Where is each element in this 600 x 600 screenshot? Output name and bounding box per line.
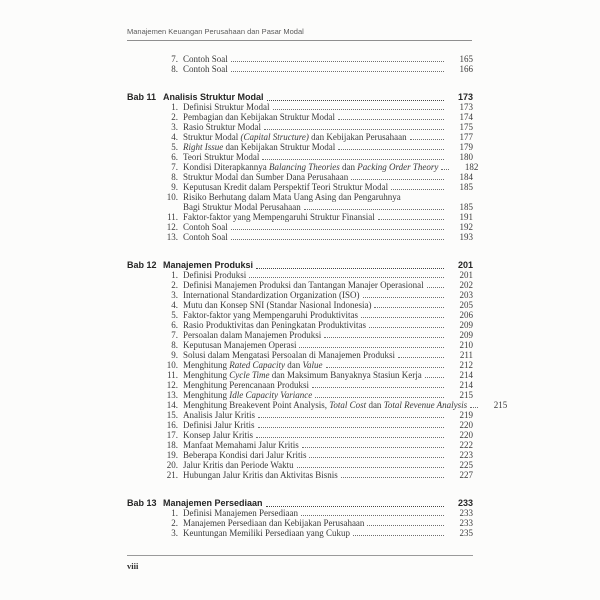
running-header [127,27,472,41]
toc-entry-title: Struktur Modal (Capital Structure) dan Kebijakan Perusahaan [183,132,407,142]
dot-leader [425,377,444,378]
toc-entry-number: 1. [171,102,178,112]
toc-entry-page: 222 [459,440,473,450]
dot-leader [312,387,444,388]
dot-leader [351,179,444,180]
dot-leader [470,407,478,408]
toc-entry-number: 1. [171,508,178,518]
toc-entry-page: 202 [459,280,473,290]
dot-leader [266,506,444,507]
toc-entry-page: 220 [459,430,473,440]
toc-entry-title: Teori Struktur Modal [183,152,260,162]
folio-page-number: viii [127,561,139,571]
dot-leader [410,139,444,140]
toc-entry [163,400,508,410]
dot-leader [427,287,444,288]
toc-entry [163,212,473,222]
toc-entry-number: 1. [171,270,178,280]
toc-entry-title: Hubungan Jalur Kritis dan Aktivitas Bisnis [183,470,338,480]
toc-entry [163,54,473,64]
dot-leader [301,515,444,516]
toc-entry-number: 11. [167,370,178,380]
dot-leader [231,71,444,72]
toc-entry-title: Rasio Produktivitas dan Peningkatan Produktivitas [183,320,366,330]
toc-entry [163,102,473,112]
toc-entry-page: 166 [459,64,473,74]
toc-entry-page: 193 [459,232,473,242]
toc-entry-title: Faktor-faktor yang Mempengaruhi Struktur Finansial [183,212,375,222]
toc-entry [163,340,473,350]
toc-entry-page: 180 [459,152,473,162]
dot-leader [258,417,444,418]
toc-entry-number: 12. [166,222,178,232]
toc-entry-title: Faktor-faktor yang Mempengaruhi Produktivitas [183,310,359,320]
dot-leader [297,467,444,468]
toc-entry [163,152,473,162]
chapter-entry [127,92,473,102]
toc-entry-number: 10. [166,360,178,370]
chapter-title: Manajemen Persediaan [163,498,263,508]
toc-entry-title: Contoh Soal [183,54,228,64]
toc-entry-number: 3. [171,528,178,538]
dot-leader [309,457,444,458]
toc-entry-title: Menghitung Cycle Time dan Maksimum Banyaknya Stasiun Kerja [183,370,422,380]
toc-entry [163,310,473,320]
toc-entry-title: Keuntungan Memiliki Persediaan yang Cukup [183,528,350,538]
toc-entry-number: 3. [171,290,178,300]
toc-entry [163,390,473,400]
toc-section [127,92,479,242]
dot-leader [231,229,444,230]
toc-entry-page: 209 [459,330,473,340]
toc-entry-page: 205 [459,300,473,310]
dot-leader [398,357,444,358]
dot-leader [273,109,445,110]
toc-entry-page: 165 [459,54,473,64]
chapter-page-number: 173 [457,92,473,102]
toc-entry-number: 13. [166,390,178,400]
dot-leader [302,447,444,448]
chapter-title: Manajemen Produksi [163,260,254,270]
toc-entry [163,280,473,290]
toc-entry [163,410,473,420]
toc-entry [163,132,473,142]
chapter-entry [127,498,473,508]
toc-entry-title: Definisi Jalur Kritis [183,420,255,430]
toc-entry-number: 9. [171,350,178,360]
toc-entry [163,320,473,330]
toc-entry [163,380,473,390]
toc-entry-number: 6. [171,320,178,330]
toc-entry-title: Persoalan dalam Manajemen Produksi [183,330,322,340]
toc-entry-title: Contoh Soal [183,232,228,242]
toc-entry [163,162,479,172]
dot-leader [361,317,444,318]
toc-entry-title: Bagi Struktur Modal Perusahaan [183,202,301,212]
toc-entry-title: Keputusan Kredit dalam Perspektif Teori Struktur Modal [183,182,389,192]
toc-entry-page: 233 [459,518,473,528]
dot-leader [338,119,444,120]
toc-entry [163,232,473,242]
toc-entry [163,142,473,152]
toc-entry-title: Menghitung Perencanaan Produksi [183,380,309,390]
toc-entry-number: 10. [166,192,178,202]
toc-entry-number: 4. [171,300,178,310]
toc-entry-number: 5. [171,142,178,152]
toc-entry [163,64,473,74]
toc-entry [163,270,473,280]
toc-section [127,54,473,74]
toc-entry-page: 179 [459,142,473,152]
toc-entry [163,360,473,370]
toc-entry-title: Jalur Kritis dan Periode Waktu [183,460,294,470]
toc-entry-page: 182 [464,162,479,172]
dot-leader [249,277,444,278]
toc-entry-number: 8. [171,64,178,74]
toc-entry [163,420,473,430]
toc-entry [163,518,473,528]
toc-section [127,498,473,538]
chapter-label: Bab 13 [127,498,157,508]
toc-entry-page: 223 [459,450,473,460]
toc-entry-page: 173 [459,102,473,112]
toc-entry-page: 209 [459,320,473,330]
toc-entry-number: 18. [166,440,178,450]
toc-entry-number: 14. [166,400,178,410]
toc-entry-page: 215 [459,390,473,400]
toc-entry-number: 2. [171,518,178,528]
toc-entry-title: Contoh Soal [183,222,228,232]
toc-entry-title: Menghitung Idle Capacity Variance [183,390,313,400]
toc-entry-number: 11. [167,212,178,222]
toc-entry-title: Beberapa Kondisi dari Jalur Kritis [183,450,307,460]
toc-entry-title: Risiko Berhutang dalam Mata Uang Asing dan Pengaruhnya [183,192,401,202]
toc-entry [163,290,473,300]
toc-entry-page: 233 [459,508,473,518]
toc-entry-continuation [163,202,473,212]
toc-entry [163,508,473,518]
dot-leader [338,149,444,150]
toc-entry-number: 13. [166,232,178,242]
toc-entry [163,192,473,202]
dot-leader [441,169,449,170]
toc-entry-page: 174 [459,112,473,122]
toc-entry-page: 191 [459,212,473,222]
toc-entry-title: Keputusan Manajemen Operasi [183,340,297,350]
toc-entry-title: Solusi dalam Mengatasi Persoalan di Manajemen Produksi [183,350,395,360]
toc-entry-title: Menghitung Breakevent Point Analysis, Total Cost dan Total Revenue Analysis [183,400,468,410]
toc-entry-page: 192 [459,222,473,232]
dot-leader [267,100,444,101]
toc-entry-title: Contoh Soal [183,64,228,74]
dot-leader [353,535,444,536]
dot-leader [378,219,444,220]
toc-entry [163,112,473,122]
toc-entry [163,370,473,380]
toc-entry [163,470,473,480]
toc-entry-number: 8. [171,340,178,350]
toc-section [127,260,508,480]
chapter-title: Analisis Struktur Modal [163,92,264,102]
toc-entry [163,460,473,470]
toc-entry-number: 7. [171,54,178,64]
toc-entry [163,300,473,310]
dot-leader [231,239,444,240]
toc-entry-number: 9. [171,182,178,192]
toc-entry-number: 19. [166,450,178,460]
toc-entry [163,440,473,450]
toc-entry-title: Kondisi Diterapkannya Balancing Theories dan Packing Order Theory [183,162,439,172]
toc-entry-title: Manfaat Memahami Jalur Kritis [183,440,299,450]
toc-entry-page: 214 [459,380,473,390]
toc-entry [163,350,473,360]
dot-leader [256,437,444,438]
toc-entry-number: 20. [166,460,178,470]
toc-entry-page: 212 [459,360,473,370]
toc-entry [163,330,473,340]
toc-entry-page: 211 [459,350,473,360]
toc-entry-page: 185 [459,202,473,212]
dot-leader [231,61,444,62]
toc-entry-title: International Standardization Organization (ISO) [183,290,360,300]
toc-entry-number: 16. [166,420,178,430]
toc-entry-title: Menghitung Rated Capacity dan Value [183,360,323,370]
toc-entry [163,122,473,132]
chapter-page-number: 233 [457,498,473,508]
toc-entry [163,172,473,182]
toc-entry-number: 15. [166,410,178,420]
toc-entry-number: 5. [171,310,178,320]
dot-leader [341,477,444,478]
toc-entry-title: Konsep Jalur Kritis [183,430,253,440]
toc-entry-number: 8. [171,172,178,182]
toc-entry [163,528,473,538]
toc-entry-page: 201 [459,270,473,280]
dot-leader [391,189,444,190]
page-footer [127,555,473,571]
running-header-title: Manajemen Keuangan Perusahaan dan Pasar Modal [127,27,304,36]
toc-entry-title: Definisi Manajemen Persediaan [183,508,298,518]
chapter-entry [127,260,473,270]
toc-entry [163,222,473,232]
toc-entry-page: 219 [459,410,473,420]
toc-entry-page: 227 [459,470,473,480]
toc-entry-page: 214 [459,370,473,380]
toc-entry-title: Pembagian dan Kebijakan Struktur Modal [183,112,335,122]
toc-entry-number: 4. [171,132,178,142]
chapter-label: Bab 11 [127,92,157,102]
toc-entry-number: 7. [171,330,178,340]
toc-entry-number: 2. [171,280,178,290]
toc-entry-title: Rasio Struktur Modal [183,122,261,132]
dot-leader [363,297,444,298]
toc-entry-page: 185 [459,182,473,192]
dot-leader [367,525,444,526]
table-of-contents [127,52,508,538]
toc-entry-page: 210 [459,340,473,350]
toc-entry-number: 6. [171,152,178,162]
chapter-label: Bab 12 [127,260,157,270]
toc-entry-page: 184 [459,172,473,182]
toc-entry-title: Analisis Jalur Kritis [183,410,255,420]
toc-entry-title: Manajemen Persediaan dan Kebijakan Perusahaan [183,518,365,528]
toc-entry-page: 225 [459,460,473,470]
toc-entry-page: 177 [459,132,473,142]
toc-entry [163,430,473,440]
dot-leader [258,427,445,428]
dot-leader [304,209,444,210]
toc-entry-number: 17. [166,430,178,440]
toc-entry-number: 21. [166,470,178,480]
toc-entry-number: 12. [166,380,178,390]
toc-entry-page: 175 [459,122,473,132]
toc-entry-number: 3. [171,122,178,132]
toc-entry-title: Mutu dan Konsep SNI (Standar Nasional Indonesia) [183,300,372,310]
dot-leader [262,159,444,160]
toc-entry [163,450,473,460]
dot-leader [299,347,444,348]
toc-entry-page: 206 [459,310,473,320]
toc-entry-page: 235 [459,528,473,538]
dot-leader [256,268,444,269]
toc-entry [163,182,473,192]
dot-leader [315,397,444,398]
toc-entry-title: Right Issue dan Kebijakan Struktur Modal [183,142,336,152]
dot-leader [264,129,444,130]
toc-entry-number: 7. [171,162,178,172]
chapter-page-number: 201 [457,260,473,270]
toc-entry-number: 2. [171,112,178,122]
dot-leader [369,327,444,328]
dot-leader [374,307,444,308]
toc-entry-page: 215 [493,400,508,410]
dot-leader [324,337,444,338]
dot-leader [326,367,445,368]
toc-entry-page: 203 [459,290,473,300]
toc-entry-page: 220 [459,420,473,430]
toc-entry-title: Definisi Produksi [183,270,247,280]
toc-entry-title: Definisi Manajemen Produksi dan Tantangan Manajer Operasional [183,280,424,290]
toc-entry-title: Definisi Struktur Modal [183,102,270,112]
toc-entry-title: Struktur Modal dan Sumber Dana Perusahaan [183,172,349,182]
